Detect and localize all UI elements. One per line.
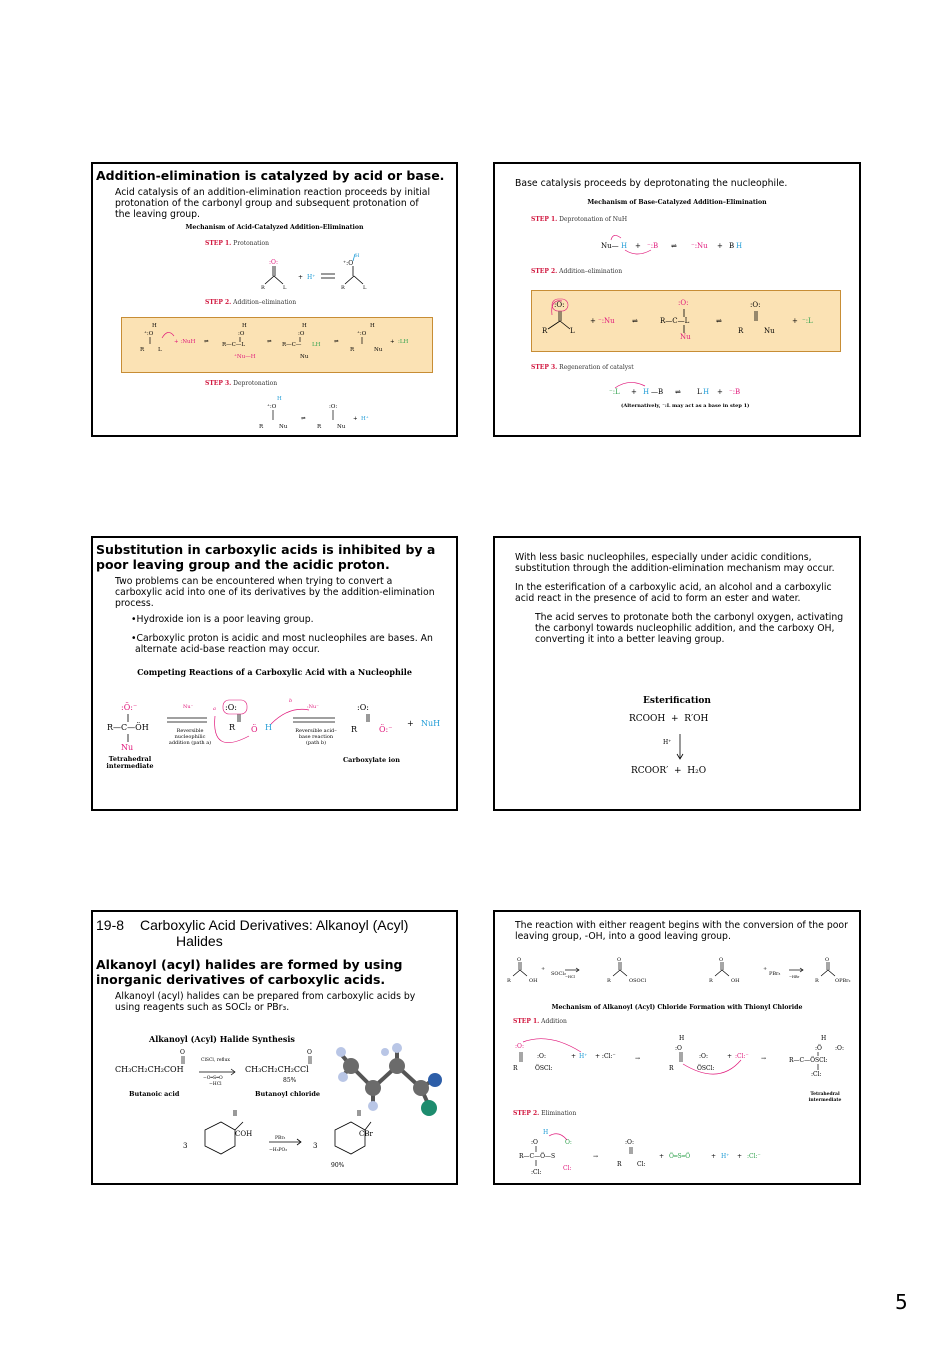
svg-text:H: H bbox=[736, 242, 743, 250]
yield-85: 85% bbox=[283, 1077, 297, 1084]
svg-text:⁺:O: ⁺:O bbox=[343, 260, 354, 267]
slide-acyl-halides bbox=[91, 910, 458, 1185]
step-1-label: STEP 1. Protonation bbox=[205, 240, 269, 247]
svg-text:⁺Nu—H: ⁺Nu—H bbox=[234, 354, 256, 360]
svg-text::Ö: :Ö bbox=[815, 1045, 822, 1052]
oh-label-2: OH bbox=[731, 978, 740, 984]
svg-text:ÖSCl:: ÖSCl: bbox=[535, 1065, 553, 1072]
svg-text:H: H bbox=[643, 388, 650, 396]
svg-text:⇌: ⇌ bbox=[301, 416, 306, 422]
svg-text:⇌: ⇌ bbox=[204, 339, 209, 345]
esterification-reactants: RCOOH + R′OH bbox=[629, 714, 709, 724]
slide-acid-catalysis bbox=[91, 162, 458, 437]
bullet-poor-leaving-group: •Hydroxide ion is a poor leaving group. bbox=[131, 614, 314, 625]
svg-text::O: :O bbox=[675, 1045, 682, 1052]
svg-text:H: H bbox=[821, 1035, 827, 1042]
svg-text::Ö:⁻: :Ö:⁻ bbox=[121, 703, 138, 712]
svg-text:L: L bbox=[158, 347, 162, 353]
svg-text:L: L bbox=[570, 327, 575, 335]
svg-text:H: H bbox=[355, 253, 360, 259]
svg-text:Ö: Ö bbox=[251, 725, 258, 734]
paragraph-esterification: In the esterification of a carboxylic acid, an alcohol and a carboxylic acid react in the presence of acid to form an ester and water. bbox=[515, 582, 832, 604]
svg-text::Nu⁻: :Nu⁻ bbox=[307, 704, 319, 710]
svg-text:R: R bbox=[607, 978, 611, 984]
svg-text:⇌: ⇌ bbox=[716, 317, 722, 325]
svg-text:Nu: Nu bbox=[374, 347, 383, 353]
svg-text:H⁺: H⁺ bbox=[721, 1153, 730, 1160]
svg-text::O: :O bbox=[298, 331, 305, 337]
svg-text:Cl:: Cl: bbox=[637, 1161, 646, 1168]
socl2-reagent: SOCl₂ bbox=[551, 971, 566, 977]
oh-label-1: OH bbox=[529, 978, 538, 984]
svg-text:+: + bbox=[407, 719, 414, 728]
label-tetrahedral: Tetrahedral intermediate bbox=[106, 755, 154, 770]
slide-base-catalysis bbox=[493, 162, 861, 437]
alternative-note: (Alternatively, ⁻:L may act as a base in step 1) bbox=[621, 403, 750, 409]
svg-text:→: → bbox=[761, 1055, 767, 1062]
step-2-label: STEP 2. Elimination bbox=[513, 1110, 577, 1117]
svg-text:+: + bbox=[390, 339, 395, 345]
svg-text::O:: :O: bbox=[537, 1053, 546, 1060]
svg-text:⇌: ⇌ bbox=[632, 317, 638, 325]
svg-text:⁻:B: ⁻:B bbox=[729, 388, 741, 396]
slide-body: Acid catalysis of an addition-elimination reaction proceeds by initial protonation of the carbonyl group and subsequent protonation of the leaving group. bbox=[115, 187, 431, 220]
svg-text:R: R bbox=[709, 978, 713, 984]
svg-text:+: + bbox=[635, 242, 641, 250]
osocl-product: OSOCl bbox=[629, 978, 647, 984]
svg-text:H⁺: H⁺ bbox=[307, 274, 316, 281]
reagent-byproduct-so2: −O═S═O bbox=[203, 1076, 223, 1081]
svg-text:R: R bbox=[351, 725, 358, 734]
svg-text:O: O bbox=[307, 1049, 312, 1056]
svg-text:+: + bbox=[298, 274, 304, 281]
paragraph-less-basic: With less basic nucleophiles, especially under acidic conditions, substitution through the addition-elimination mechanism may occur. bbox=[515, 552, 835, 574]
bullet-acidic-proton: •Carboxylic proton is acidic and most nucleophiles are bases. An alternate acid-base reaction may occur. bbox=[131, 633, 433, 655]
svg-text:+: + bbox=[737, 1153, 743, 1160]
reagent-pbr3: PBr₃ bbox=[275, 1136, 286, 1141]
butanoyl-chloride-formula: CH₃CH₂CH₂CCl bbox=[245, 1065, 309, 1074]
svg-text:⁺:O: ⁺:O bbox=[144, 331, 154, 337]
cyclohexane-reaction bbox=[173, 1108, 373, 1168]
svg-text:→: → bbox=[635, 1055, 641, 1062]
yield-90: 90% bbox=[331, 1162, 345, 1169]
label-acid-base: Reversible acid–base reaction (path b) bbox=[295, 728, 337, 746]
coefficient-reactant: 3 bbox=[183, 1142, 188, 1150]
svg-text:Nu: Nu bbox=[337, 424, 346, 430]
svg-text:b: b bbox=[289, 698, 293, 704]
svg-text:R: R bbox=[669, 1065, 674, 1072]
svg-text:Nu: Nu bbox=[121, 743, 134, 752]
svg-text:⁻:Nu: ⁻:Nu bbox=[598, 317, 615, 325]
slide-title: Alkanoyl (acyl) halides are formed by using inorganic derivatives of carboxylic acids. bbox=[96, 957, 403, 987]
addition-elimination-box bbox=[121, 317, 433, 373]
reaction-arrow bbox=[675, 734, 685, 762]
svg-text:a: a bbox=[213, 706, 216, 712]
protonation-figure bbox=[243, 252, 373, 290]
section-heading: 19-8 Carboxylic Acid Derivatives: Alkanoyl (Acyl) Halides bbox=[96, 917, 409, 949]
step-1-label: STEP 1. Addition bbox=[513, 1018, 567, 1025]
svg-text::O:: :O: bbox=[835, 1045, 844, 1052]
svg-text:H⁺: H⁺ bbox=[579, 1053, 588, 1060]
deprotonation-figure bbox=[253, 392, 383, 432]
regeneration-figure bbox=[605, 378, 785, 400]
label-butanoic-acid: Butanoic acid bbox=[129, 1090, 180, 1098]
svg-text:ÖSCl:: ÖSCl: bbox=[697, 1065, 715, 1072]
svg-text:R: R bbox=[229, 723, 236, 732]
svg-text:+: + bbox=[353, 416, 358, 422]
svg-text::Cl:⁻: :Cl:⁻ bbox=[735, 1053, 749, 1060]
svg-text:Nu: Nu bbox=[680, 333, 691, 341]
svg-text:+: + bbox=[792, 317, 798, 325]
svg-text:→: → bbox=[593, 1153, 599, 1160]
svg-text:+ :NuH: + :NuH bbox=[174, 339, 196, 345]
svg-text:⇌: ⇌ bbox=[267, 339, 272, 345]
svg-text:R—C—L: R—C—L bbox=[222, 342, 246, 348]
svg-text:H: H bbox=[277, 396, 282, 402]
slide-title: Addition-elimination is catalyzed by acid or base. bbox=[96, 168, 445, 183]
svg-text:O: O bbox=[180, 1049, 185, 1056]
svg-text:R—C—: R—C— bbox=[282, 342, 302, 348]
butanoic-acid-formula: CH₃CH₂CH₂COH bbox=[115, 1065, 184, 1074]
slide-substitution-inhibited bbox=[91, 536, 458, 811]
svg-text:H: H bbox=[302, 323, 307, 329]
svg-text:R: R bbox=[507, 978, 511, 984]
svg-text::O:: :O: bbox=[678, 299, 689, 307]
svg-text:+: + bbox=[571, 1053, 577, 1060]
svg-text:H: H bbox=[679, 1035, 685, 1042]
svg-text:—B: —B bbox=[651, 388, 664, 396]
slide-body: Alkanoyl (acyl) halides can be prepared from carboxylic acids by using reagents such as SOCl₂ or PBr₃. bbox=[115, 991, 416, 1013]
label-carboxylate: Carboxylate ion bbox=[343, 756, 400, 764]
svg-text:+: + bbox=[717, 388, 723, 396]
coefficient-product: 3 bbox=[313, 1142, 318, 1150]
pbr3-reagent: PBr₃ bbox=[769, 971, 781, 977]
svg-text::O:: :O: bbox=[329, 404, 338, 410]
svg-text::O: :O bbox=[531, 1139, 538, 1146]
figure-title: Alkanoyl (Acyl) Halide Synthesis bbox=[149, 1034, 295, 1044]
label-reversible-addition: Reversible nucleophilic addition (path a) bbox=[168, 728, 212, 746]
svg-text:H: H bbox=[370, 323, 375, 329]
svg-text::O:: :O: bbox=[699, 1053, 708, 1060]
reagent-h3po3: −H₃PO₃ bbox=[269, 1148, 288, 1153]
svg-text:+: + bbox=[541, 966, 546, 972]
svg-text:H: H bbox=[242, 323, 247, 329]
svg-text:⁺:O: ⁺:O bbox=[357, 331, 367, 337]
svg-text:O: O bbox=[617, 957, 622, 963]
svg-text:LH: LH bbox=[312, 342, 321, 348]
svg-text:R—C—L: R—C—L bbox=[660, 317, 690, 325]
svg-text:R—C—Ö—S: R—C—Ö—S bbox=[519, 1153, 556, 1160]
svg-text:Nu—: Nu— bbox=[601, 242, 619, 250]
svg-text:Nu: Nu bbox=[300, 354, 309, 360]
cooh-group: COH bbox=[235, 1130, 253, 1138]
cbr-group: CBr bbox=[359, 1130, 373, 1138]
minus-hbr: −HBr bbox=[789, 975, 800, 979]
svg-text:L: L bbox=[697, 388, 702, 396]
svg-text:R: R bbox=[140, 347, 145, 353]
reagent-thionyl: ClSCl, reflux bbox=[201, 1058, 230, 1063]
svg-text:L: L bbox=[283, 285, 287, 290]
svg-text::O:: :O: bbox=[625, 1139, 634, 1146]
svg-text::LH: :LH bbox=[398, 339, 409, 345]
svg-text:O:: O: bbox=[565, 1139, 572, 1146]
opbr2-product: OPBr₂ bbox=[835, 978, 851, 984]
svg-text:+: + bbox=[631, 388, 637, 396]
svg-text:H: H bbox=[703, 388, 710, 396]
step-1-label: STEP 1. Deprotonation of NuH bbox=[531, 216, 628, 223]
butanoyl-chloride-model bbox=[329, 1030, 451, 1120]
minus-hcl: −HCl bbox=[565, 975, 575, 979]
svg-text:R: R bbox=[542, 327, 548, 335]
page-number: 5 bbox=[895, 1290, 908, 1314]
svg-text:⇌: ⇌ bbox=[334, 339, 339, 345]
svg-text::O:: :O: bbox=[554, 301, 565, 309]
paragraph-acid-role: The acid serves to protonate both the carbonyl oxygen, activating the carbonyl towards nucleophilic addition, and the carboxy OH, converting it into a better leaving group. bbox=[535, 612, 844, 645]
svg-text:R: R bbox=[815, 978, 819, 984]
addition-elimination-box bbox=[531, 290, 841, 352]
slide-body: Two problems can be encountered when trying to convert a carboxylic acid into one of its derivatives by the addition-elimination process. bbox=[115, 576, 435, 609]
svg-text:+: + bbox=[590, 317, 596, 325]
svg-text:⁻:B: ⁻:B bbox=[647, 242, 659, 250]
svg-text::O:: :O: bbox=[750, 301, 761, 309]
figure-title: Competing Reactions of a Carboxylic Acid with a Nucleophile bbox=[137, 667, 412, 677]
svg-text:H: H bbox=[265, 723, 272, 732]
svg-text:Cl:: Cl: bbox=[563, 1165, 572, 1172]
step-3-label: STEP 3. Deprotonation bbox=[205, 380, 278, 387]
svg-text::O:: :O: bbox=[269, 259, 278, 266]
svg-text:H: H bbox=[543, 1129, 549, 1136]
svg-text:L: L bbox=[363, 285, 367, 290]
svg-text::O:: :O: bbox=[515, 1043, 524, 1050]
esterification-catalyst: H⁺ bbox=[663, 739, 672, 746]
svg-text:+: + bbox=[727, 1053, 733, 1060]
svg-text:+: + bbox=[763, 966, 768, 972]
svg-text:R: R bbox=[350, 347, 355, 353]
elimination-step-figure bbox=[513, 1126, 853, 1184]
svg-text:NuH: NuH bbox=[421, 719, 441, 728]
mechanism-title: Mechanism of Alkanoyl (Acyl) Chloride Formation with Thionyl Chloride bbox=[551, 1004, 803, 1011]
svg-text::O: :O bbox=[238, 331, 245, 337]
svg-text::O:: :O: bbox=[357, 703, 369, 712]
label-butanoyl-chloride: Butanoyl chloride bbox=[255, 1090, 321, 1098]
esterification-title: Esterification bbox=[643, 696, 711, 706]
svg-text:⁻:L: ⁻:L bbox=[802, 317, 813, 325]
svg-text:R: R bbox=[738, 327, 744, 335]
svg-text:R: R bbox=[317, 424, 322, 430]
svg-text:Nu: Nu bbox=[279, 424, 288, 430]
svg-text:R: R bbox=[341, 285, 345, 290]
step-2-label: STEP 2. Addition–elimination bbox=[205, 299, 297, 306]
addition-elimination-figure bbox=[532, 291, 840, 351]
svg-text:+: + bbox=[711, 1153, 717, 1160]
svg-text::O:: :O: bbox=[225, 703, 237, 712]
svg-text::Cl:: :Cl: bbox=[531, 1169, 542, 1176]
slide-esterification bbox=[493, 536, 861, 811]
slide-body: Base catalysis proceeds by deprotonating the nucleophile. bbox=[515, 178, 788, 189]
svg-text:R: R bbox=[617, 1161, 622, 1168]
svg-text:H: H bbox=[152, 323, 157, 329]
svg-text:R—C—ÖSCl:: R—C—ÖSCl: bbox=[789, 1057, 828, 1064]
addition-elimination-figure bbox=[122, 318, 432, 372]
svg-text:R—C—ÖH: R—C—ÖH bbox=[107, 723, 149, 732]
svg-text:+ :Cl:⁻: + :Cl:⁻ bbox=[595, 1053, 616, 1060]
mechanism-title: Mechanism of Acid-Catalyzed Addition–Elimination bbox=[185, 224, 364, 231]
svg-text:R: R bbox=[259, 424, 264, 430]
svg-text:O: O bbox=[517, 957, 522, 963]
slide-body: The reaction with either reagent begins with the conversion of the poor leaving group, -OH, into a good leaving group. bbox=[515, 920, 848, 942]
svg-text:Ö═S═Ö: Ö═S═Ö bbox=[669, 1153, 691, 1160]
svg-text:⁺:O: ⁺:O bbox=[267, 404, 277, 410]
svg-text:+: + bbox=[659, 1153, 665, 1160]
svg-text:Nu: Nu bbox=[764, 327, 775, 335]
svg-text:O: O bbox=[825, 957, 830, 963]
mechanism-title: Mechanism of Base-Catalyzed Addition–Elimination bbox=[587, 199, 767, 206]
svg-text::Cl:: :Cl: bbox=[811, 1071, 822, 1078]
step-3-label: STEP 3. Regeneration of catalyst bbox=[531, 364, 634, 371]
svg-text:H⁺: H⁺ bbox=[361, 416, 369, 422]
slide-title: Substitution in carboxylic acids is inhibited by a poor leaving group and the acidic proton. bbox=[96, 542, 436, 572]
reagent-byproduct-hcl: −HCl bbox=[209, 1082, 222, 1087]
svg-text:⁻:L: ⁻:L bbox=[609, 388, 620, 396]
step-2-label: STEP 2. Addition–elimination bbox=[531, 268, 623, 275]
svg-text::Cl:⁻: :Cl:⁻ bbox=[747, 1153, 761, 1160]
svg-text:O: O bbox=[719, 957, 724, 963]
svg-text:⇌: ⇌ bbox=[671, 242, 677, 250]
deprotonation-nuh-figure bbox=[595, 230, 785, 256]
svg-text:⇌: ⇌ bbox=[675, 388, 681, 396]
svg-text:Ö:⁻: Ö:⁻ bbox=[379, 725, 393, 734]
slide-thionyl-chloride-mechanism bbox=[493, 910, 861, 1185]
esterification-products: RCOOR′ + H₂O bbox=[631, 766, 707, 776]
svg-text:B: B bbox=[729, 242, 735, 250]
svg-text:R: R bbox=[261, 285, 265, 290]
svg-text:H: H bbox=[621, 242, 628, 250]
svg-text:Nu⁻: Nu⁻ bbox=[183, 704, 194, 710]
svg-text:⁻:Nu: ⁻:Nu bbox=[691, 242, 708, 250]
svg-text:R: R bbox=[513, 1065, 518, 1072]
label-tetrahedral: Tetrahedral intermediate bbox=[808, 1092, 842, 1103]
svg-text:+: + bbox=[717, 242, 723, 250]
